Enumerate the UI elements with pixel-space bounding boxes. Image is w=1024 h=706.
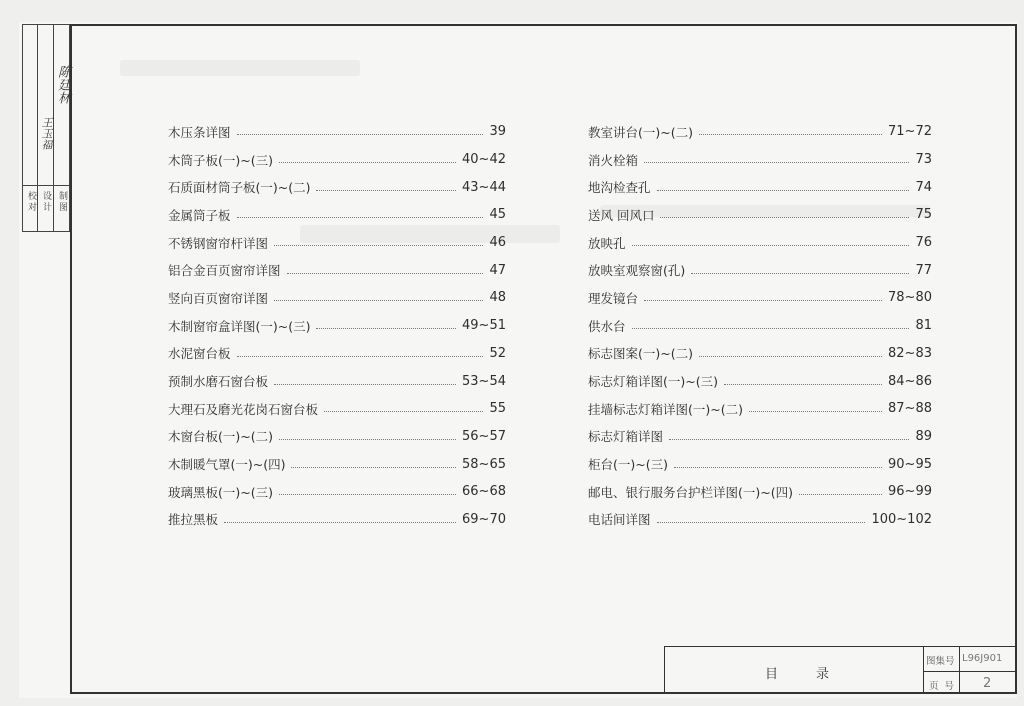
- toc-entry-page: 96~99: [888, 484, 932, 500]
- toc-leader-dots: [660, 217, 909, 218]
- title-block-name: 目录: [765, 667, 868, 682]
- toc-entry: [588, 284, 932, 312]
- toc-leader-dots: [274, 384, 456, 385]
- toc-entry: [588, 340, 932, 368]
- toc-leader-dots: [279, 162, 456, 163]
- toc-entry: [168, 340, 506, 368]
- toc-entry-page: 39: [489, 124, 506, 140]
- toc-entry: [168, 173, 506, 201]
- signoff-block: [22, 24, 70, 232]
- toc-entry-page: 69~70: [462, 511, 506, 527]
- signature-2: 王玉福: [40, 117, 53, 150]
- toc-leader-dots: [749, 411, 882, 412]
- page-number-value: 2: [983, 676, 992, 691]
- toc-entry-title: 竖向百页窗帘详图: [168, 290, 269, 306]
- toc-entry: [588, 146, 932, 174]
- toc-entry-page: 84~86: [888, 373, 932, 389]
- toc-entry-title: 不锈钢窗帘杆详图: [168, 235, 269, 251]
- toc-leader-dots: [237, 356, 484, 357]
- toc-entry-title: 铝合金百页窗帘详图: [168, 263, 281, 279]
- toc-entry-title: 挂墙标志灯箱详图(一)~(二): [588, 401, 743, 417]
- toc-entry: [168, 506, 506, 534]
- toc-entry-page: 40~42: [462, 152, 506, 168]
- toc-leader-dots: [691, 273, 909, 274]
- toc-entry: [588, 450, 932, 478]
- toc-entry-page: 89: [915, 428, 932, 444]
- toc-entry: [168, 423, 506, 451]
- toc-entry-title: 邮电、银行服务台护栏详图(一)~(四): [588, 484, 793, 500]
- toc-leader-dots: [674, 467, 882, 468]
- toc-leader-dots: [279, 494, 456, 495]
- toc-leader-dots: [799, 494, 882, 495]
- title-block: [664, 646, 1017, 694]
- page-number-label: 页号: [929, 681, 961, 692]
- toc-entry-title: 木窗台板(一)~(二): [168, 429, 273, 445]
- toc-leader-dots: [699, 356, 882, 357]
- toc-entry-page: 75: [915, 207, 932, 223]
- toc-entry: [168, 256, 506, 284]
- atlas-number-value: L96J901: [962, 653, 1003, 664]
- toc-entry-page: 47: [489, 262, 506, 278]
- toc-entry-title: 推拉黑板: [168, 512, 219, 528]
- signoff-label-draw: 制图: [57, 191, 67, 213]
- toc-entry-title: 预制水磨石窗台板: [168, 374, 269, 390]
- toc-leader-dots: [669, 439, 909, 440]
- toc-entry-title: 放映孔: [588, 235, 626, 251]
- toc-entry-page: 87~88: [888, 401, 932, 417]
- toc-left-column: [168, 118, 506, 533]
- toc-entry: [168, 146, 506, 174]
- toc-entry-page: 100~102: [871, 511, 932, 527]
- toc-entry-title: 玻璃黑板(一)~(三): [168, 484, 273, 500]
- toc-entry-title: 理发镜台: [588, 290, 639, 306]
- toc-entry-page: 74: [915, 179, 932, 195]
- signature-1: 陈廷林: [55, 65, 70, 104]
- toc-entry-page: 45: [489, 207, 506, 223]
- toc-entry: [168, 201, 506, 229]
- toc-entry-title: 大理石及磨光花岗石窗台板: [168, 401, 319, 417]
- toc-leader-dots: [237, 217, 484, 218]
- toc-leader-dots: [291, 467, 456, 468]
- toc-entry-page: 77: [915, 262, 932, 278]
- toc-entry-page: 76: [915, 235, 932, 251]
- toc-entry: [168, 229, 506, 257]
- toc-entry-page: 78~80: [888, 290, 932, 306]
- toc-entry: [588, 173, 932, 201]
- toc-entry-title: 标志灯箱详图: [588, 429, 664, 445]
- toc-leader-dots: [699, 134, 882, 135]
- toc-entry-title: 木制窗帘盒详图(一)~(三): [168, 318, 311, 334]
- toc-leader-dots: [274, 300, 483, 301]
- toc-entry-page: 46: [489, 235, 506, 251]
- toc-leader-dots: [274, 245, 483, 246]
- toc-right-column: [588, 118, 932, 533]
- toc-entry: [168, 118, 506, 146]
- toc-leader-dots: [237, 134, 484, 135]
- toc-entry: [168, 367, 506, 395]
- toc-entry: [588, 229, 932, 257]
- toc-entry-page: 53~54: [462, 373, 506, 389]
- toc-entry: [168, 312, 506, 340]
- toc-leader-dots: [224, 522, 456, 523]
- toc-entry-page: 58~65: [462, 456, 506, 472]
- signoff-label-check: 校对: [26, 191, 36, 213]
- toc-entry-title: 供水台: [588, 318, 626, 334]
- toc-leader-dots: [632, 328, 910, 329]
- toc-leader-dots: [724, 384, 882, 385]
- toc-entry: [588, 312, 932, 340]
- toc-entry-title: 标志图案(一)~(二): [588, 346, 693, 362]
- toc-entry: [168, 395, 506, 423]
- toc-entry-title: 地沟检查孔: [588, 180, 651, 196]
- toc-entry: [588, 506, 932, 534]
- toc-entry: [588, 395, 932, 423]
- toc-entry-title: 水泥窗台板: [168, 346, 231, 362]
- toc-entry-page: 73: [915, 152, 932, 168]
- toc-leader-dots: [316, 328, 456, 329]
- toc-entry-title: 标志灯箱详图(一)~(三): [588, 374, 718, 390]
- atlas-number-label: 图集号: [926, 656, 955, 667]
- toc-entry: [168, 284, 506, 312]
- toc-leader-dots: [657, 190, 910, 191]
- toc-entry: [588, 478, 932, 506]
- toc-entry-title: 送风 回风口: [588, 207, 655, 223]
- toc-leader-dots: [316, 190, 456, 191]
- toc-entry: [588, 201, 932, 229]
- toc-leader-dots: [644, 162, 909, 163]
- signoff-label-design: 设计: [41, 191, 51, 213]
- toc-leader-dots: [644, 300, 882, 301]
- toc-leader-dots: [324, 411, 483, 412]
- toc-entry: [588, 256, 932, 284]
- toc-entry-title: 木筒子板(一)~(三): [168, 152, 273, 168]
- toc-entry-title: 放映室观察窗(孔): [588, 263, 686, 279]
- toc-entry-title: 石质面材筒子板(一)~(二): [168, 180, 311, 196]
- toc-entry-title: 木压条详图: [168, 124, 231, 140]
- toc-entry-page: 48: [489, 290, 506, 306]
- toc-entry-page: 56~57: [462, 428, 506, 444]
- toc-entry-page: 52: [489, 345, 506, 361]
- toc-entry-title: 消火栓箱: [588, 152, 639, 168]
- toc-entry-title: 木制暖气罩(一)~(四): [168, 457, 286, 473]
- toc-entry-title: 金属筒子板: [168, 207, 231, 223]
- toc-entry-page: 82~83: [888, 345, 932, 361]
- toc-entry-page: 55: [489, 401, 506, 417]
- toc-entry: [588, 118, 932, 146]
- toc-leader-dots: [287, 273, 484, 274]
- toc-entry-title: 柜台(一)~(三): [588, 457, 668, 473]
- toc-entry-page: 71~72: [888, 124, 932, 140]
- toc-entry: [588, 423, 932, 451]
- toc-entry-title: 电话间详图: [588, 512, 651, 528]
- toc-entry-page: 81: [915, 318, 932, 334]
- toc-entry-page: 43~44: [462, 179, 506, 195]
- toc-entry-page: 66~68: [462, 484, 506, 500]
- toc-entry: [168, 478, 506, 506]
- toc-entry-page: 49~51: [462, 318, 506, 334]
- toc-entry: [168, 450, 506, 478]
- toc-leader-dots: [632, 245, 910, 246]
- toc-leader-dots: [657, 522, 866, 523]
- toc-entry-title: 教室讲台(一)~(二): [588, 124, 693, 140]
- toc-entry: [588, 367, 932, 395]
- toc-entry-page: 90~95: [888, 456, 932, 472]
- toc-leader-dots: [279, 439, 456, 440]
